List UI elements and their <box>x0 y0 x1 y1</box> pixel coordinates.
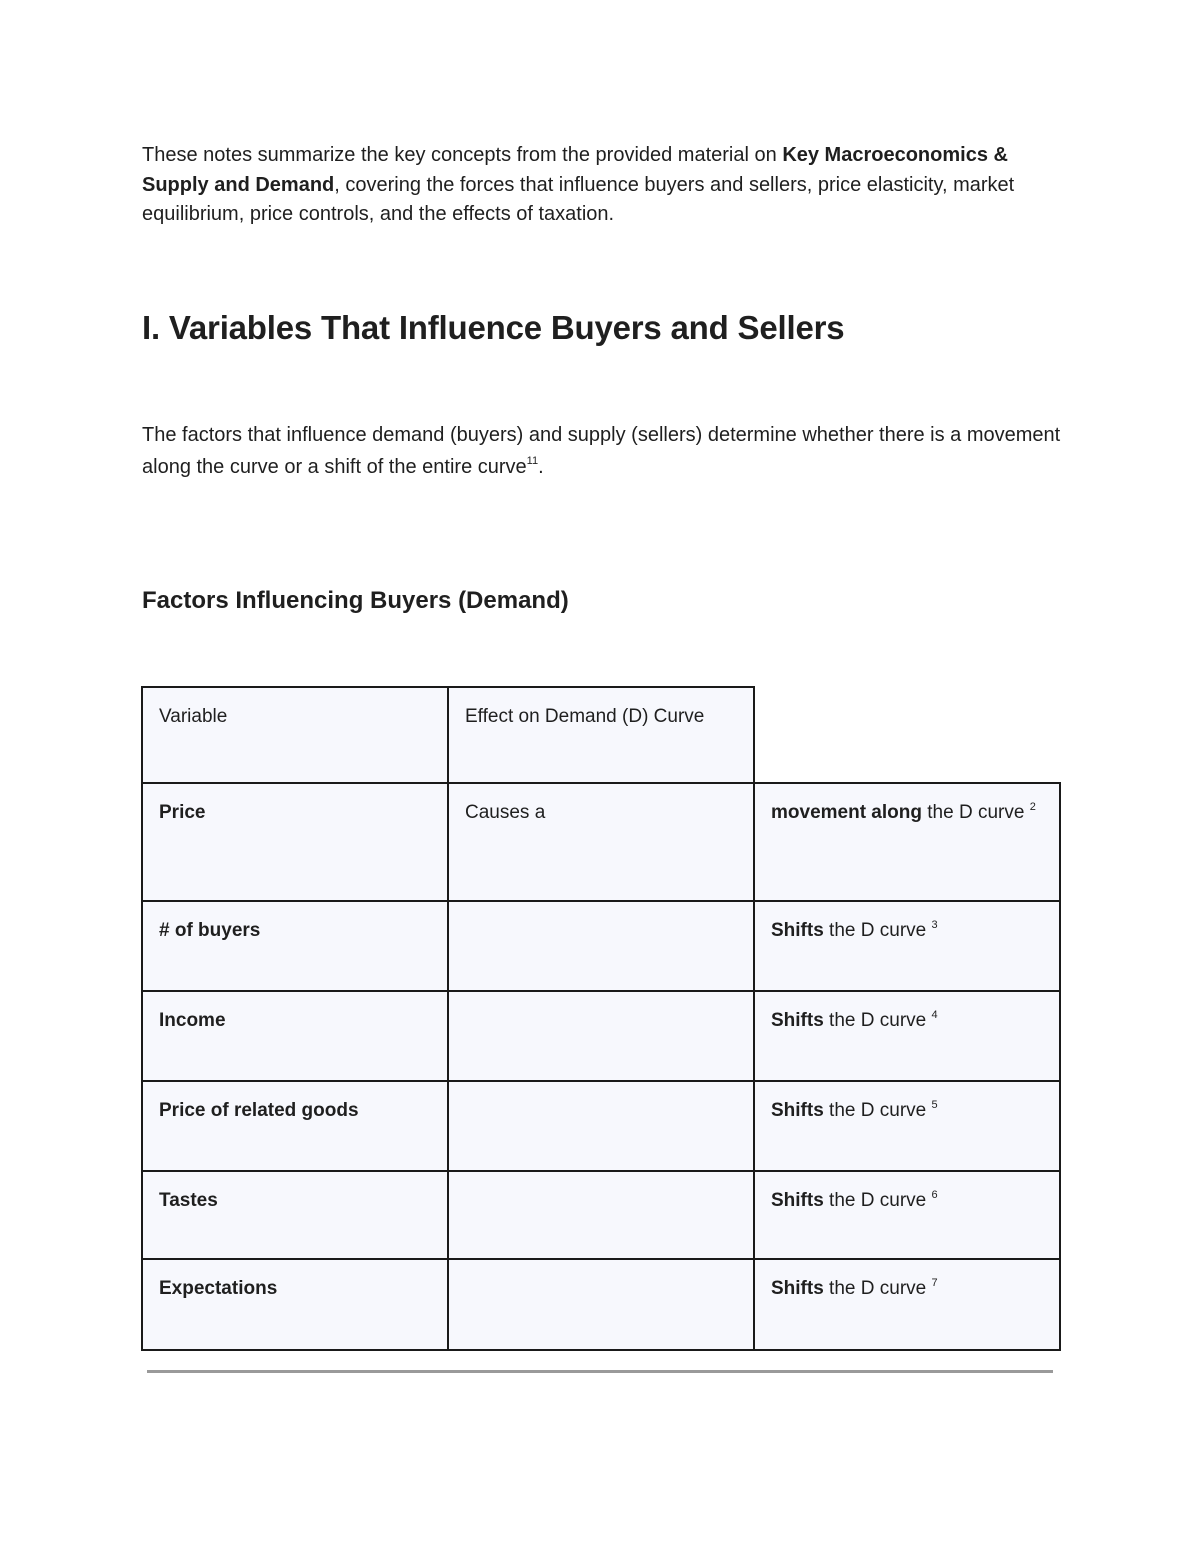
table-cell-result <box>753 782 1061 902</box>
result-text: the D curve <box>823 920 932 941</box>
variable-name: Price of related goods <box>159 1100 359 1121</box>
table-header-label: Variable <box>159 706 228 727</box>
table-cell-effect <box>447 782 755 902</box>
section-paragraph-text: The factors that influence demand (buyers) and supply (sellers) determine whether there is a movement along the curve or a shift of the entire curve <box>142 424 1061 478</box>
result-bold: Shifts <box>771 1278 824 1299</box>
table-cell-result <box>753 1258 1061 1351</box>
subheading: Factors Influencing Buyers (Demand) <box>142 587 569 614</box>
table-cell-result <box>753 1080 1061 1172</box>
intro-paragraph <box>142 141 1052 230</box>
result-text: the D curve <box>823 1278 932 1299</box>
reference-marker: 6 <box>931 1189 938 1201</box>
table-cell-result <box>753 1170 1061 1260</box>
section-paragraph-end: . <box>538 456 544 478</box>
result-bold: movement along <box>771 802 922 823</box>
result-text: the D curve <box>823 1190 932 1211</box>
table-cell-effect <box>447 900 755 992</box>
result-bold: Shifts <box>771 920 824 941</box>
result-text: the D curve <box>823 1010 932 1031</box>
variable-name: Income <box>159 1010 226 1031</box>
intro-bold-topic: Key Macroeconomics & Supply and Demand <box>142 144 1008 196</box>
reference-marker: 7 <box>931 1277 938 1289</box>
variable-name: Tastes <box>159 1190 218 1211</box>
intro-text: These notes summarize the key concepts from the provided material on <box>142 144 783 166</box>
reference-marker: 2 <box>1029 801 1036 813</box>
section-heading: I. Variables That Influence Buyers and Sellers <box>142 309 845 346</box>
table-cell-effect <box>447 1258 755 1351</box>
horizontal-divider <box>147 1370 1053 1373</box>
result-bold: Shifts <box>771 1010 824 1031</box>
variable-name: Price <box>159 802 206 823</box>
table-cell-variable <box>141 782 449 902</box>
intro-text-end: , covering the forces that influence buyers and sellers, price elasticity, market equilibrium, price controls, and the effects of taxation. <box>142 173 1015 225</box>
table-cell-effect <box>447 1080 755 1172</box>
result-bold: Shifts <box>771 1190 824 1211</box>
reference-marker: 3 <box>931 919 938 931</box>
footnote-marker: 11 <box>526 455 539 467</box>
table-cell-variable <box>141 1080 449 1172</box>
table-cell-result <box>753 990 1061 1082</box>
table-header-effect <box>447 686 755 784</box>
result-bold: Shifts <box>771 1100 824 1121</box>
reference-marker: 5 <box>931 1099 938 1111</box>
table-cell-effect <box>447 990 755 1082</box>
effect-text: Causes a <box>465 802 546 823</box>
result-text: the D curve <box>921 802 1030 823</box>
table-cell-variable <box>141 1258 449 1351</box>
table-cell-variable <box>141 1170 449 1260</box>
reference-marker: 4 <box>931 1009 938 1021</box>
variable-name: Expectations <box>159 1278 278 1299</box>
section-paragraph <box>142 419 1062 483</box>
table-cell-effect <box>447 1170 755 1260</box>
result-text: the D curve <box>823 1100 932 1121</box>
table-cell-variable <box>141 900 449 992</box>
table-header-label: Effect on Demand (D) Curve <box>465 706 705 727</box>
table-header-variable <box>141 686 449 784</box>
table-cell-result <box>753 900 1061 992</box>
table-cell-variable <box>141 990 449 1082</box>
variable-name: # of buyers <box>159 920 261 941</box>
